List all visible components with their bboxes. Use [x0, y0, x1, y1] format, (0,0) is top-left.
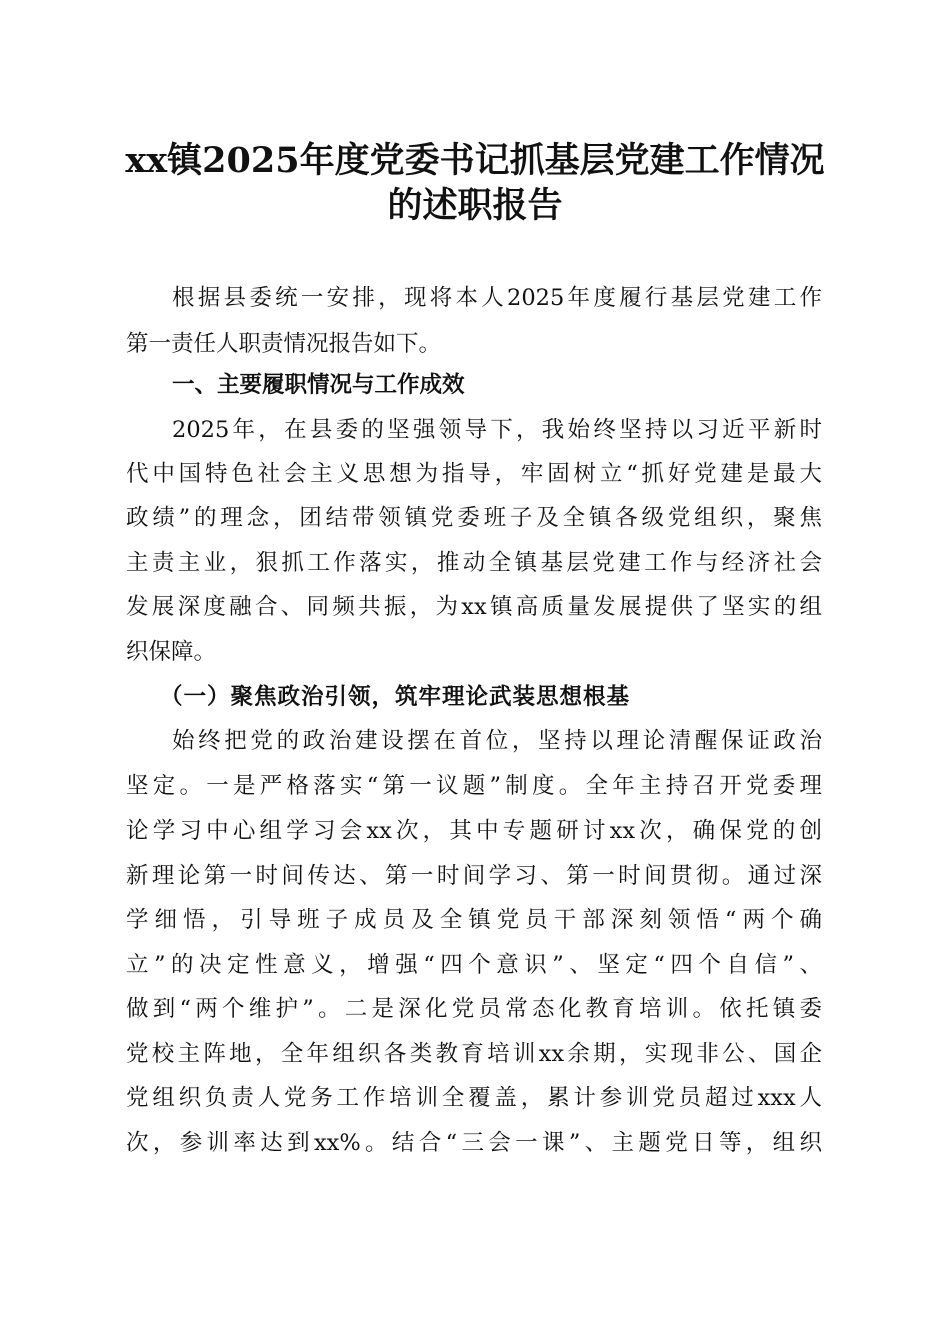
- body-line: 立”的决定性意义，增强“四个意识”、坚定“四个自信”、: [126, 952, 822, 978]
- body-line: 坚定。一是严格落实“第一议题”制度。全年主持召开党委理: [126, 773, 822, 799]
- body-line: 织保障。: [126, 639, 217, 665]
- subsection-heading: （一）聚焦政治引领，筑牢理论武装思想根基: [160, 684, 631, 710]
- body-line: 发展深度融合、同频共振，为xx镇高质量发展提供了坚实的组: [126, 594, 822, 620]
- body-line: 论学习中心组学习会xx次，其中专题研讨xx次，确保党的创: [126, 818, 822, 844]
- document-title-line-2: 的述职报告: [387, 185, 563, 226]
- body-line: 新理论第一时间传达、第一时间学习、第一时间贯彻。通过深: [126, 863, 822, 889]
- body-line: 2025年，在县委的坚强领导下，我始终坚持以习近平新时: [172, 417, 822, 443]
- body-line: 主责主业，狠抓工作落实，推动全镇基层党建工作与经济社会: [126, 550, 822, 576]
- body-line: 始终把党的政治建设摆在首位，坚持以理论清醒保证政治: [172, 728, 822, 754]
- intro-line: 第一责任人职责情况报告如下。: [126, 331, 442, 357]
- document-title-line-1: xx镇2025年度党委书记抓基层党建工作情况: [125, 140, 825, 181]
- body-line: 代中国特色社会主义思想为指导，牢固树立“抓好党建是最大: [126, 461, 822, 487]
- body-line: 学细悟，引导班子成员及全镇党员干部深刻领悟“两个确: [126, 907, 822, 933]
- body-line: 做到“两个维护”。二是深化党员常态化教育培训。依托镇委: [126, 996, 822, 1022]
- body-line: 次，参训率达到xx%。结合“三会一课”、主题党日等，组织: [126, 1130, 822, 1156]
- intro-line: 根据县委统一安排，现将本人2025年度履行基层党建工作: [172, 285, 822, 311]
- body-line: 党组织负责人党务工作培训全覆盖，累计参训党员超过xxx人: [126, 1085, 822, 1111]
- section-heading: 一、主要履职情况与工作成效: [172, 372, 465, 398]
- body-line: 政绩”的理念，团结带领镇党委班子及全镇各级党组织，聚焦: [126, 505, 822, 531]
- body-line: 党校主阵地，全年组织各类教育培训xx余期，实现非公、国企: [126, 1041, 822, 1067]
